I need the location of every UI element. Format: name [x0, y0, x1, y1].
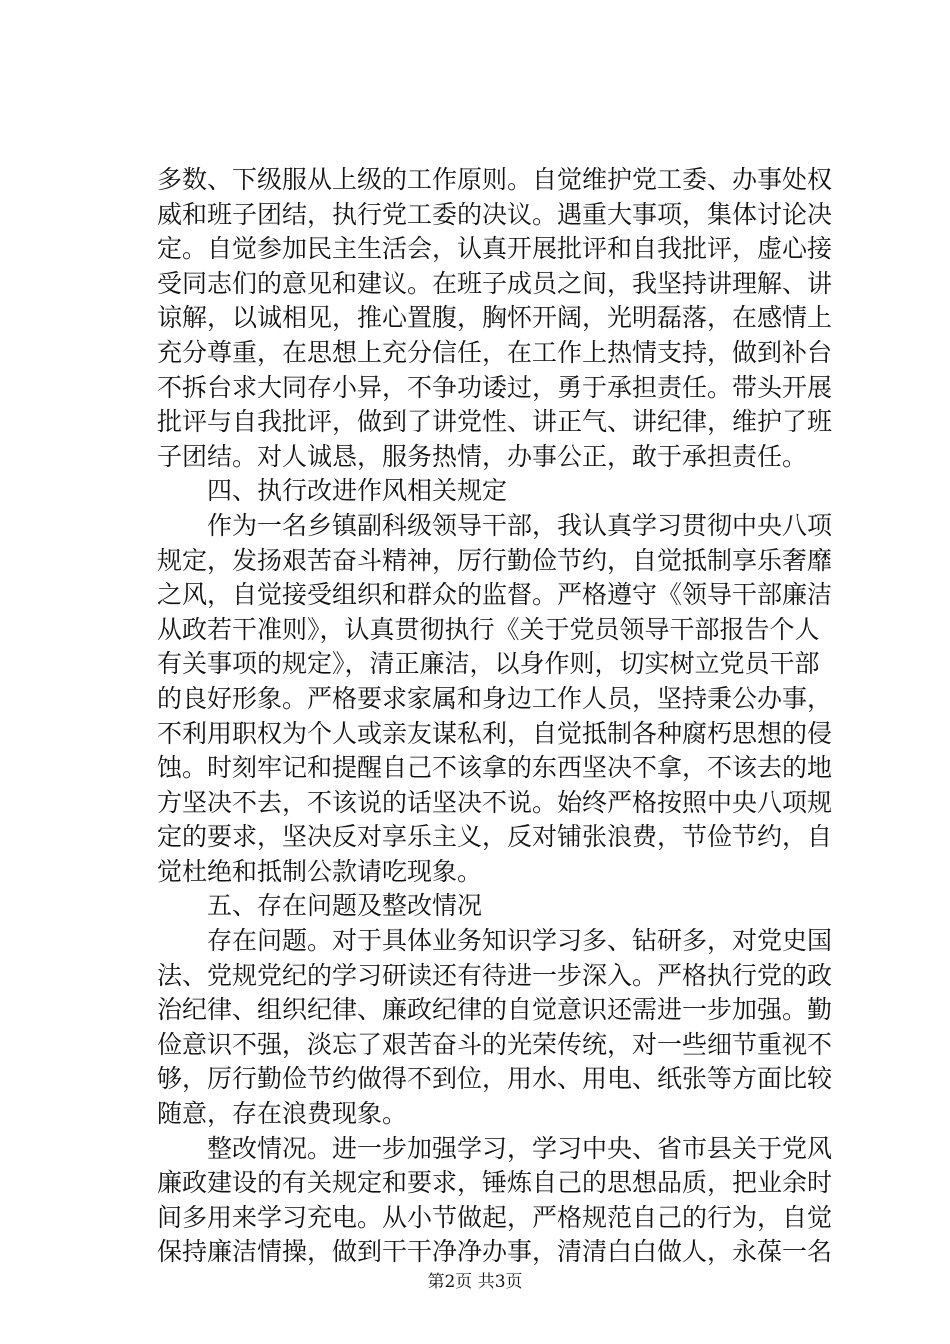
text-line: 保持廉洁情操，做到干干净净办事，清清白白做人，永葆一名: [157, 1237, 833, 1267]
text-line: 法、党规党纪的学习研读还有待进一步深入。严格执行党的政: [157, 960, 833, 990]
text-line: 有关事项的规定》，清正廉洁，以身作则，切实树立党员干部: [157, 649, 820, 679]
text-line: 方坚决不去，不该说的话坚决不说。始终严格按照中央八项规: [157, 787, 833, 817]
text-line: 廉政建设的有关规定和要求，锤炼自己的思想品质，把业余时: [157, 1168, 833, 1198]
text-line: 定。自觉参加民主生活会，认真开展批评和自我批评，虚心接: [157, 234, 833, 264]
text-line: 不拆台求大同存小异，不争功诿过，勇于承担责任。带头开展: [157, 372, 833, 402]
text-line: 之风，自觉接受组织和群众的监督。严格遵守《领导干部廉洁: [157, 580, 833, 610]
text-line: 的良好形象。严格要求家属和身边工作人员，坚持秉公办事，: [157, 683, 833, 713]
text-line: 作为一名乡镇副科级领导干部，我认真学习贯彻中央八项: [207, 510, 833, 540]
text-line: 谅解，以诚相见，推心置腹，胸怀开阔，光明磊落，在感情上: [157, 303, 833, 333]
text-line: 整改情况。进一步加强学习，学习中央、省市县关于党风: [207, 1133, 833, 1163]
text-line: 批评与自我批评，做到了讲党性、讲正气、讲纪律，维护了班: [157, 407, 833, 437]
text-line: 多数、下级服从上级的工作原则。自觉维护党工委、办事处权: [157, 165, 833, 194]
text-line: 蚀。时刻牢记和提醒自己不该拿的东西坚决不拿，不该去的地: [157, 753, 833, 783]
text-line: 充分尊重，在思想上充分信任，在工作上热情支持，做到补台: [157, 337, 833, 367]
text-line: 威和班子团结，执行党工委的决议。遇重大事项，集体讨论决: [157, 199, 833, 229]
text-line: 够，厉行勤俭节约做得不到位，用水、用电、纸张等方面比较: [157, 1064, 833, 1094]
text-line: 俭意识不强，淡忘了艰苦奋斗的光荣传统，对一些细节重视不: [157, 1029, 833, 1059]
text-line: 随意，存在浪费现象。: [157, 1099, 408, 1129]
page-number-footer: 第2页 共3页: [427, 1272, 523, 1292]
text-line: 定的要求，坚决反对享乐主义，反对铺张浪费，节俭节约，自: [157, 822, 833, 852]
text-line: 受同志们的意见和建议。在班子成员之间，我坚持讲理解、讲: [157, 268, 833, 298]
text-line: 觉杜绝和抵制公款请吃现象。: [157, 856, 483, 886]
section-heading: 四、执行改进作风相关规定: [207, 476, 508, 506]
text-line: 从政若干准则》，认真贯彻执行《关于党员领导干部报告个人: [157, 614, 820, 644]
text-line: 规定，发扬艰苦奋斗精神，厉行勤俭节约，自觉抵制享乐奢靡: [157, 545, 833, 575]
section-heading: 五、存在问题及整改情况: [207, 891, 483, 921]
text-line: 间多用来学习充电。从小节做起，严格规范自己的行为，自觉: [157, 1202, 833, 1232]
text-line: 治纪律、组织纪律、廉政纪律的自觉意识还需进一步加强。勤: [157, 995, 833, 1025]
document-body: [157, 163, 833, 1270]
text-line: 存在问题。对于具体业务知识学习多、钻研多，对党史国: [207, 926, 833, 956]
text-line: 子团结。对人诚恳，服务热情，办事公正，敢于承担责任。: [157, 441, 808, 471]
text-line: 不利用职权为个人或亲友谋私利，自觉抵制各种腐朽思想的侵: [157, 718, 833, 748]
